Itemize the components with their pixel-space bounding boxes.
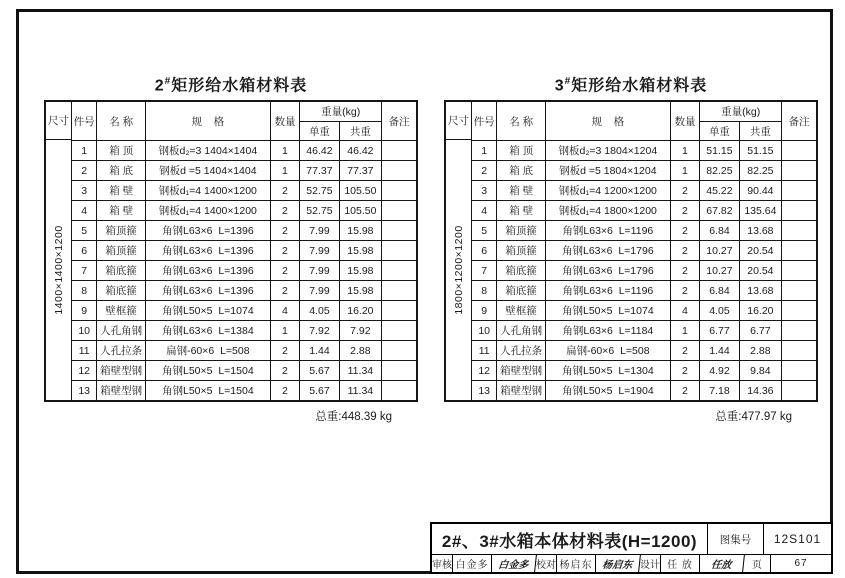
part-name: 壁框箍 — [97, 301, 146, 321]
part-spec: 钢板d₁=4 1800×1200 — [546, 201, 671, 221]
note — [382, 221, 416, 241]
part-name: 箱顶箍 — [97, 221, 146, 241]
part-spec: 钢板d₁=4 1400×1200 — [146, 201, 271, 221]
column-header-note: 备注 — [382, 102, 416, 141]
unit-weight: 4.92 — [700, 361, 739, 381]
material-table-2 — [44, 70, 418, 424]
unit-weight: 10.27 — [700, 241, 739, 261]
part-spec: 钢板d₁=4 1400×1200 — [146, 181, 271, 201]
part-qty: 2 — [270, 281, 300, 301]
unit-weight: 7.99 — [300, 281, 339, 301]
unit-weight: 6.77 — [700, 321, 739, 341]
table-row — [72, 381, 416, 401]
total-weight: 16.20 — [739, 301, 782, 321]
material-table — [444, 100, 818, 402]
part-qty: 1 — [670, 321, 700, 341]
note — [382, 301, 416, 321]
unit-weight: 82.25 — [700, 161, 739, 181]
sign-printed-name: 白金多 — [453, 555, 492, 572]
part-spec: 钢板d₁=4 1200×1200 — [546, 181, 671, 201]
unit-weight: 5.67 — [300, 361, 339, 381]
sign-group — [640, 555, 744, 572]
part-spec: 角钢L63×6 L=1396 — [146, 261, 271, 281]
column-header-weight: 重量(kg) — [300, 102, 382, 122]
table-title — [44, 70, 418, 94]
part-no: 7 — [472, 261, 497, 281]
total-weight: 90.44 — [739, 181, 782, 201]
part-spec: 钢板d =5 1404×1404 — [146, 161, 271, 181]
part-name: 壁框箍 — [497, 301, 546, 321]
part-name: 箱 壁 — [497, 201, 546, 221]
part-name: 箱 顶 — [97, 141, 146, 161]
signature: 杨启东 — [595, 555, 641, 572]
part-spec: 角钢L50×5 L=1904 — [546, 381, 671, 401]
total-weight: 14.36 — [739, 381, 782, 401]
part-spec: 角钢L50×5 L=1074 — [546, 301, 671, 321]
part-no: 2 — [472, 161, 497, 181]
part-name: 人孔拉条 — [97, 341, 146, 361]
part-qty: 2 — [670, 361, 700, 381]
total-weight: 46.42 — [339, 141, 382, 161]
part-no: 6 — [472, 241, 497, 261]
table-row — [72, 341, 416, 361]
column-header-spec: 规 格 — [546, 102, 671, 141]
table-row — [72, 301, 416, 321]
column-header-name: 名 称 — [497, 102, 546, 141]
column-header-qty: 数量 — [670, 102, 700, 141]
unit-weight: 6.84 — [700, 281, 739, 301]
table-row — [72, 181, 416, 201]
part-qty: 2 — [670, 181, 700, 201]
unit-weight: 6.84 — [700, 221, 739, 241]
unit-weight: 67.82 — [700, 201, 739, 221]
part-qty: 2 — [670, 261, 700, 281]
part-spec: 角钢L50×5 L=1074 — [146, 301, 271, 321]
part-name: 箱顶箍 — [497, 221, 546, 241]
part-spec: 钢板d₂=3 1804×1204 — [546, 141, 671, 161]
part-no: 11 — [472, 341, 497, 361]
table-row — [72, 321, 416, 341]
part-no: 5 — [472, 221, 497, 241]
part-name: 人孔拉条 — [497, 341, 546, 361]
column-header-note: 备注 — [782, 102, 816, 141]
column-header-unit-weight: 单重 — [700, 122, 739, 141]
part-no: 8 — [72, 281, 97, 301]
unit-weight: 77.37 — [300, 161, 339, 181]
note — [782, 281, 816, 301]
part-no: 8 — [472, 281, 497, 301]
table-row — [472, 201, 816, 221]
column-header-name: 名 称 — [97, 102, 146, 141]
part-name: 箱 壁 — [497, 181, 546, 201]
total-weight: 82.25 — [739, 161, 782, 181]
note — [782, 341, 816, 361]
table-row — [472, 181, 816, 201]
part-spec: 扁钢-60×6 L=508 — [146, 341, 271, 361]
part-spec: 角钢L63×6 L=1196 — [546, 281, 671, 301]
part-name: 人孔角钢 — [97, 321, 146, 341]
part-spec: 钢板d₂=3 1404×1404 — [146, 141, 271, 161]
table-row — [72, 161, 416, 181]
table-row — [472, 141, 816, 161]
part-qty: 2 — [670, 241, 700, 261]
note — [782, 221, 816, 241]
part-qty: 4 — [270, 301, 300, 321]
table-row — [472, 361, 816, 381]
total-weight-line: 总重:448.39 kg — [315, 411, 392, 423]
sign-role-label: 设计 — [640, 555, 661, 572]
part-name: 箱 底 — [497, 161, 546, 181]
table-row — [72, 221, 416, 241]
column-header-spec: 规 格 — [146, 102, 271, 141]
dimension-text: 1400×1400×1200 — [52, 225, 65, 315]
total-weight: 2.88 — [339, 341, 382, 361]
part-no: 1 — [472, 141, 497, 161]
total-weight: 20.54 — [739, 241, 782, 261]
note — [382, 261, 416, 281]
part-qty: 2 — [270, 341, 300, 361]
unit-weight: 4.05 — [700, 301, 739, 321]
part-name: 箱壁型钢 — [97, 361, 146, 381]
unit-weight: 45.22 — [700, 181, 739, 201]
signature: 白金多 — [491, 555, 537, 572]
total-weight: 105.50 — [339, 201, 382, 221]
part-name: 箱 壁 — [97, 181, 146, 201]
part-name: 人孔角钢 — [497, 321, 546, 341]
table-row — [472, 261, 816, 281]
total-weight: 16.20 — [339, 301, 382, 321]
part-name: 箱顶箍 — [97, 241, 146, 261]
unit-weight: 7.99 — [300, 261, 339, 281]
part-name: 箱壁型钢 — [97, 381, 146, 401]
note — [382, 241, 416, 261]
table-row — [472, 381, 816, 401]
part-spec: 扁钢-60×6 L=508 — [546, 341, 671, 361]
note — [382, 321, 416, 341]
total-weight: 13.68 — [739, 221, 782, 241]
part-no: 11 — [72, 341, 97, 361]
unit-weight: 52.75 — [300, 181, 339, 201]
table-title-num: 3 — [554, 77, 565, 95]
total-weight: 2.88 — [739, 341, 782, 361]
table-row — [72, 361, 416, 381]
title-block-top-row — [432, 524, 831, 554]
sign-group — [536, 555, 640, 572]
part-qty: 1 — [270, 161, 300, 181]
unit-weight: 7.99 — [300, 241, 339, 261]
unit-weight: 7.18 — [700, 381, 739, 401]
part-qty: 2 — [670, 281, 700, 301]
part-no: 3 — [72, 181, 97, 201]
column-header-unit-weight: 单重 — [300, 122, 339, 141]
part-no: 13 — [472, 381, 497, 401]
part-qty: 2 — [670, 381, 700, 401]
note — [782, 301, 816, 321]
part-qty: 2 — [270, 381, 300, 401]
part-name: 箱底箍 — [497, 261, 546, 281]
part-no: 4 — [72, 201, 97, 221]
part-name: 箱 底 — [97, 161, 146, 181]
part-qty: 1 — [670, 141, 700, 161]
table-title — [444, 70, 818, 94]
note — [782, 141, 816, 161]
part-no: 5 — [72, 221, 97, 241]
part-spec: 角钢L63×6 L=1796 — [546, 241, 671, 261]
column-header-total-weight: 共重 — [739, 122, 782, 141]
table-row — [472, 241, 816, 261]
note — [382, 341, 416, 361]
unit-weight: 7.92 — [300, 321, 339, 341]
part-name: 箱底箍 — [97, 261, 146, 281]
total-weight-line: 总重:477.97 kg — [715, 411, 792, 423]
note — [382, 201, 416, 221]
part-no: 6 — [72, 241, 97, 261]
table-row — [72, 281, 416, 301]
part-qty: 2 — [270, 181, 300, 201]
column-header-size: 尺寸 — [446, 102, 471, 140]
part-spec: 角钢L63×6 L=1796 — [546, 261, 671, 281]
table-row — [472, 321, 816, 341]
column-header-weight: 重量(kg) — [700, 102, 782, 122]
sign-role-label: 校对 — [536, 555, 557, 572]
part-spec: 钢板d =5 1804×1204 — [546, 161, 671, 181]
part-no: 4 — [472, 201, 497, 221]
total-weight: 135.64 — [739, 201, 782, 221]
size-column — [46, 102, 72, 400]
table-row — [72, 241, 416, 261]
note — [782, 381, 816, 401]
part-no: 7 — [72, 261, 97, 281]
total-weight: 15.98 — [339, 281, 382, 301]
note — [382, 181, 416, 201]
part-name: 箱底箍 — [97, 281, 146, 301]
part-name: 箱 壁 — [97, 201, 146, 221]
note — [382, 161, 416, 181]
unit-weight: 1.44 — [700, 341, 739, 361]
part-qty: 2 — [670, 221, 700, 241]
unit-weight: 10.27 — [700, 261, 739, 281]
part-spec: 角钢L50×5 L=1504 — [146, 361, 271, 381]
table-title-text: 矩形给水箱材料表 — [171, 77, 308, 95]
page-number: 67 — [794, 558, 808, 569]
part-spec: 角钢L63×6 L=1396 — [146, 221, 271, 241]
table-row — [472, 161, 816, 181]
signature: 任放 — [699, 555, 745, 572]
total-weight: 11.34 — [339, 381, 382, 401]
part-no: 10 — [472, 321, 497, 341]
note — [782, 181, 816, 201]
note — [382, 281, 416, 301]
column-header-size: 尺寸 — [46, 102, 71, 140]
table-row — [72, 141, 416, 161]
part-name: 箱壁型钢 — [497, 381, 546, 401]
part-no: 12 — [72, 361, 97, 381]
material-table-3 — [444, 70, 818, 424]
part-qty: 2 — [270, 221, 300, 241]
sign-group — [432, 555, 536, 572]
unit-weight: 52.75 — [300, 201, 339, 221]
part-qty: 4 — [670, 301, 700, 321]
part-qty: 2 — [670, 341, 700, 361]
part-qty: 2 — [270, 201, 300, 221]
note — [782, 201, 816, 221]
part-no: 10 — [72, 321, 97, 341]
part-name: 箱顶箍 — [497, 241, 546, 261]
note — [782, 241, 816, 261]
total-weight: 51.15 — [739, 141, 782, 161]
table-row — [472, 221, 816, 241]
part-spec: 角钢L63×6 L=1184 — [546, 321, 671, 341]
part-name: 箱壁型钢 — [497, 361, 546, 381]
note — [382, 381, 416, 401]
size-dimension-cell — [46, 140, 71, 400]
part-no: 9 — [72, 301, 97, 321]
part-no: 12 — [472, 361, 497, 381]
column-header-total-weight: 共重 — [339, 122, 382, 141]
total-weight: 105.50 — [339, 181, 382, 201]
page-label: 页 — [744, 555, 771, 572]
table-title-text: 矩形给水箱材料表 — [571, 77, 708, 95]
table-title-num: 2 — [154, 77, 165, 95]
part-spec: 角钢L50×5 L=1304 — [546, 361, 671, 381]
total-weight: 6.77 — [739, 321, 782, 341]
part-qty: 2 — [270, 261, 300, 281]
column-header-qty: 数量 — [270, 102, 300, 141]
part-spec: 角钢L63×6 L=1384 — [146, 321, 271, 341]
part-spec: 角钢L50×5 L=1504 — [146, 381, 271, 401]
unit-weight: 7.99 — [300, 221, 339, 241]
total-weight: 9.84 — [739, 361, 782, 381]
unit-weight: 1.44 — [300, 341, 339, 361]
part-no: 3 — [472, 181, 497, 201]
part-spec: 角钢L63×6 L=1196 — [546, 221, 671, 241]
atlas-no-value: 12S101 — [763, 524, 831, 554]
total-weight: 15.98 — [339, 261, 382, 281]
dimension-text: 1800×1200×1200 — [452, 225, 465, 315]
total-weight: 11.34 — [339, 361, 382, 381]
material-rows — [472, 141, 816, 401]
column-header-part-no: 件号 — [472, 102, 497, 141]
note — [382, 141, 416, 161]
drawing-title: 2#、3#水箱本体材料表(H=1200) — [441, 531, 698, 551]
part-qty: 2 — [270, 241, 300, 261]
table-row — [72, 261, 416, 281]
material-table — [44, 100, 418, 402]
part-qty: 1 — [670, 161, 700, 181]
table-row — [72, 201, 416, 221]
unit-weight: 4.05 — [300, 301, 339, 321]
total-weight: 15.98 — [339, 241, 382, 261]
unit-weight: 46.42 — [300, 141, 339, 161]
part-qty: 1 — [270, 141, 300, 161]
material-rows — [72, 141, 416, 401]
part-name: 箱 顶 — [497, 141, 546, 161]
title-block — [430, 522, 833, 574]
table-row — [472, 341, 816, 361]
part-no: 2 — [72, 161, 97, 181]
total-weight: 15.98 — [339, 221, 382, 241]
table-row — [472, 281, 816, 301]
note — [782, 361, 816, 381]
table-title-sup: # — [164, 76, 172, 87]
note — [782, 321, 816, 341]
total-weight: 7.92 — [339, 321, 382, 341]
title-block-sign-row — [432, 554, 831, 572]
part-no: 9 — [472, 301, 497, 321]
part-spec: 角钢L63×6 L=1396 — [146, 241, 271, 261]
unit-weight: 51.15 — [700, 141, 739, 161]
note — [782, 261, 816, 281]
column-header-part-no: 件号 — [72, 102, 97, 141]
table-row — [472, 301, 816, 321]
part-qty: 1 — [270, 321, 300, 341]
note — [382, 361, 416, 381]
table-title-sup: # — [564, 76, 572, 87]
unit-weight: 5.67 — [300, 381, 339, 401]
sign-printed-name: 任 放 — [661, 555, 700, 572]
part-name: 箱底箍 — [497, 281, 546, 301]
total-weight: 77.37 — [339, 161, 382, 181]
sign-printed-name: 杨启东 — [557, 555, 596, 572]
size-column — [446, 102, 472, 400]
part-spec: 角钢L63×6 L=1396 — [146, 281, 271, 301]
total-weight: 13.68 — [739, 281, 782, 301]
part-qty: 2 — [670, 201, 700, 221]
total-weight: 20.54 — [739, 261, 782, 281]
part-qty: 2 — [270, 361, 300, 381]
sign-role-label: 审核 — [432, 555, 453, 572]
part-no: 13 — [72, 381, 97, 401]
atlas-no-label: 图集号 — [707, 524, 763, 554]
note — [782, 161, 816, 181]
part-no: 1 — [72, 141, 97, 161]
size-dimension-cell — [446, 140, 471, 400]
